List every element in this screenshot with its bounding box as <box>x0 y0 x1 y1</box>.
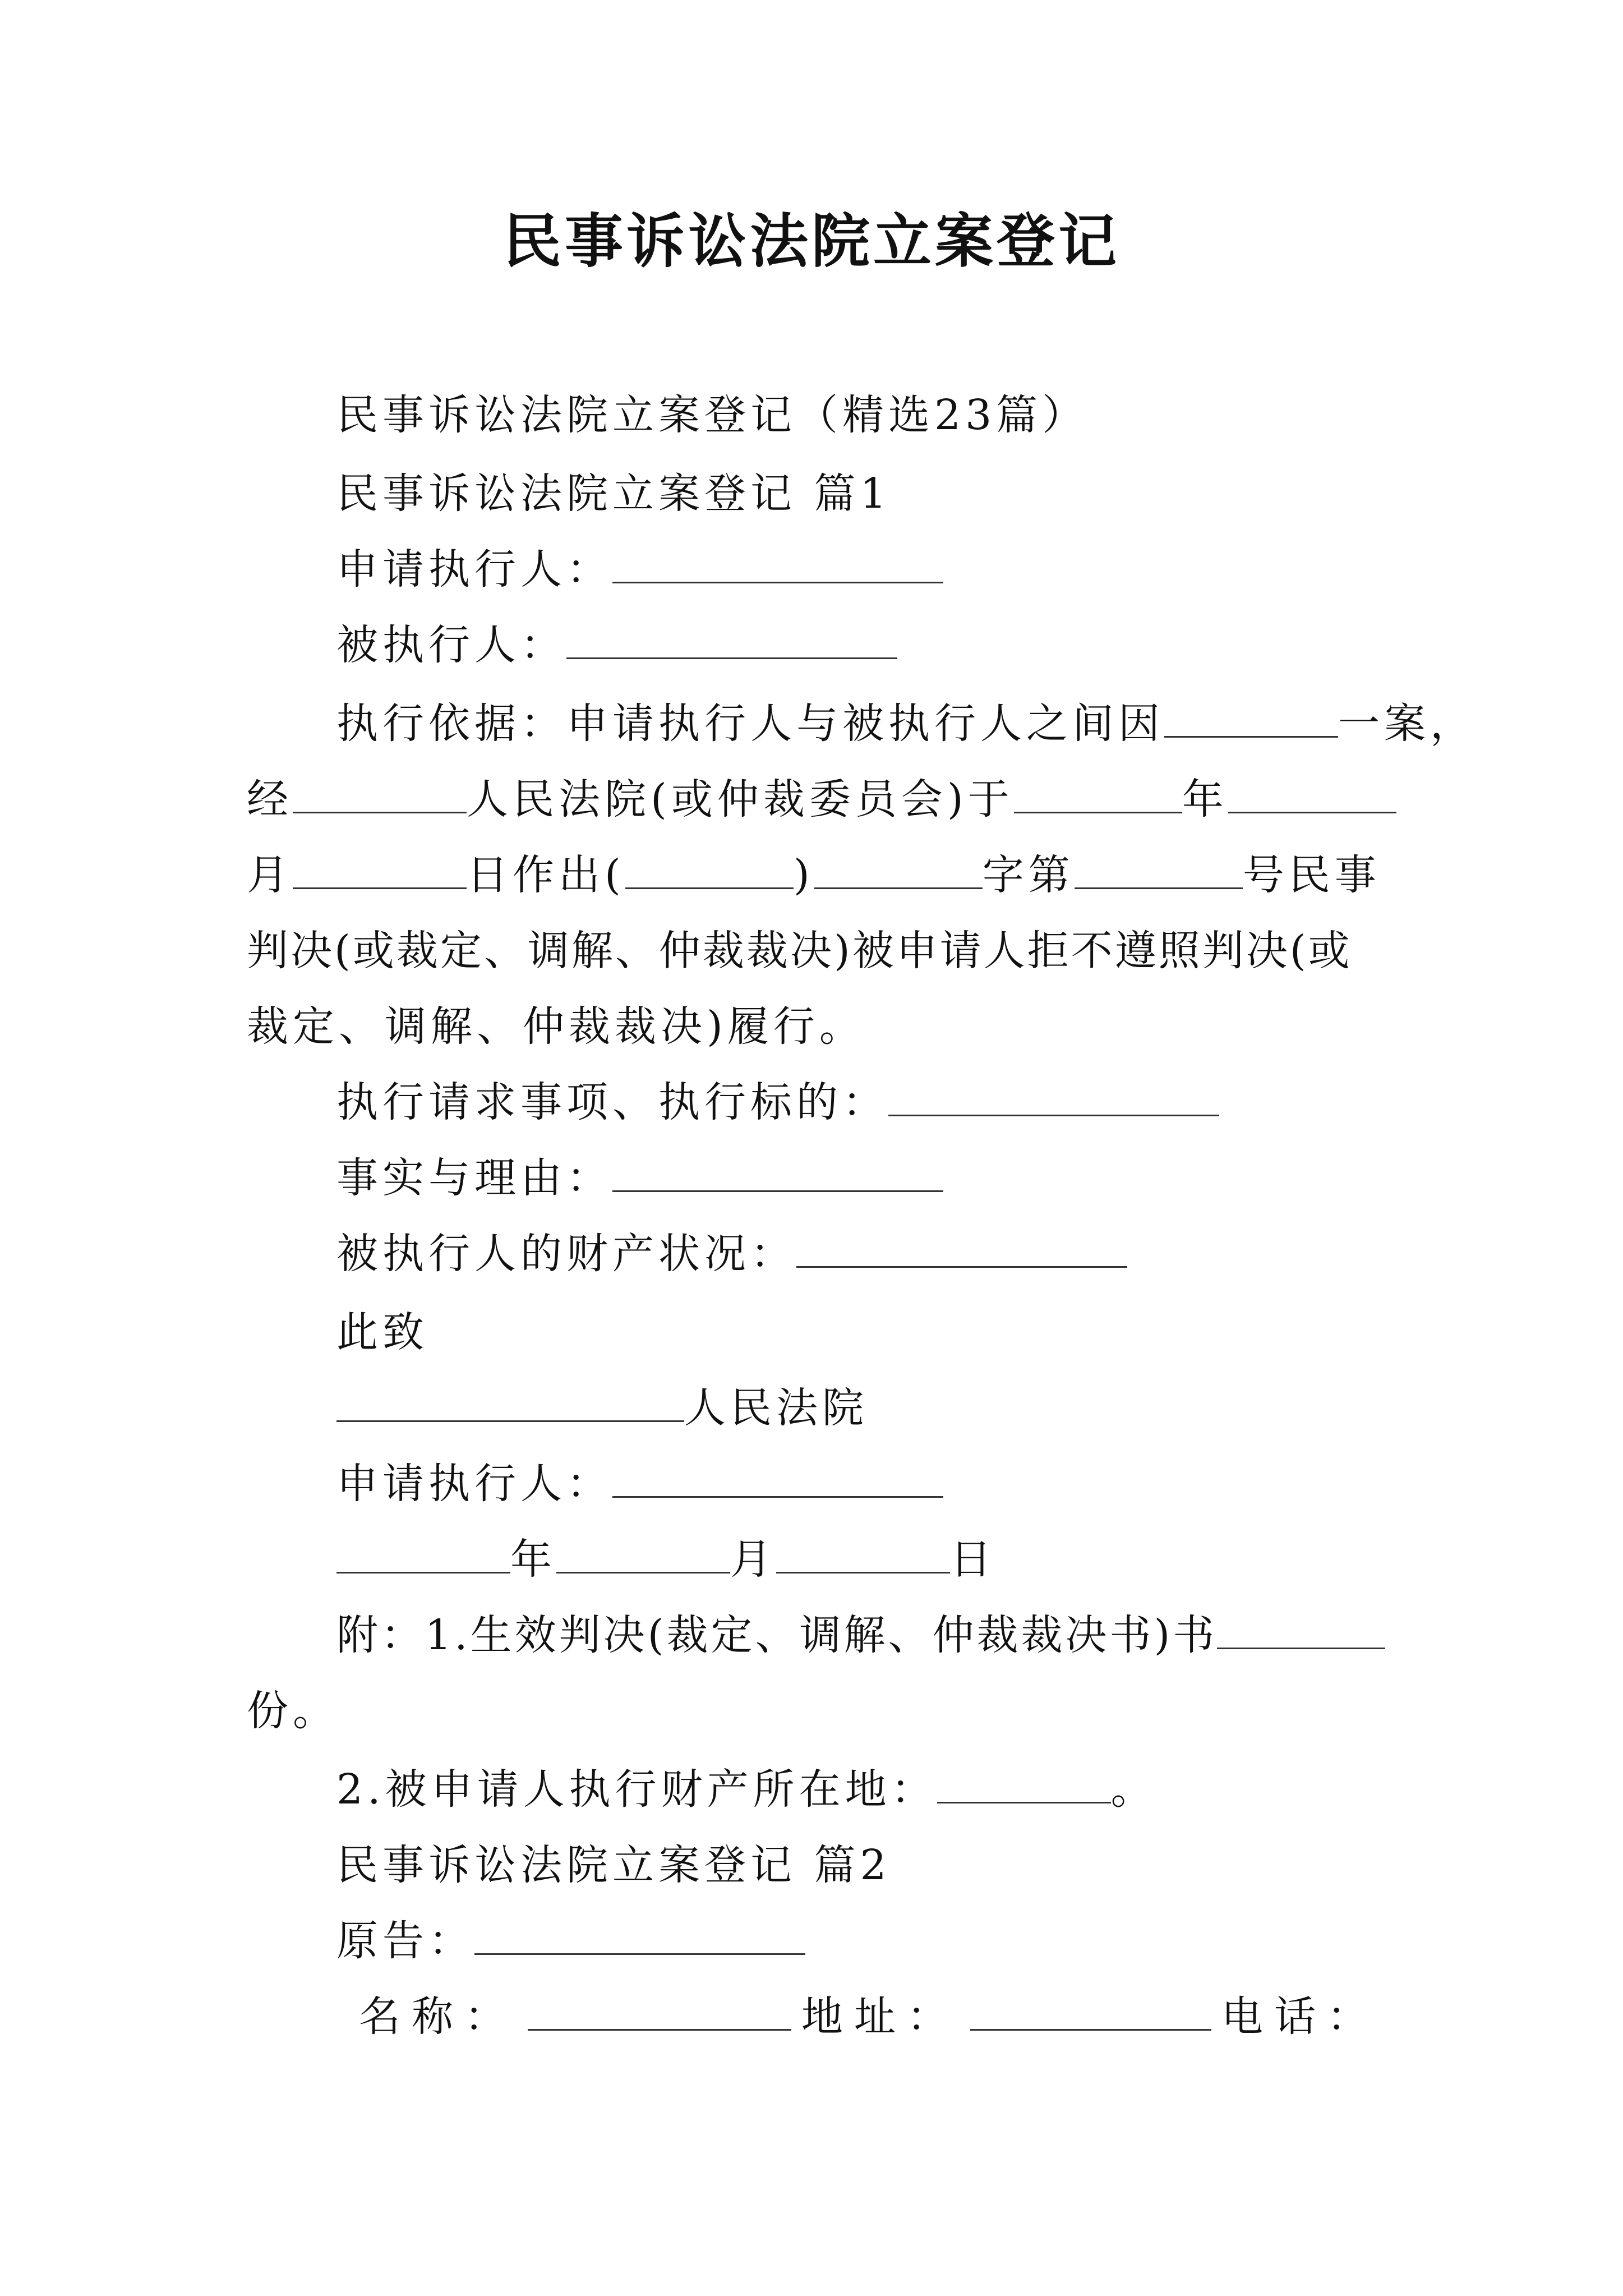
basis-blank-1 <box>1164 696 1338 738</box>
year-label: 年 <box>510 1535 556 1584</box>
day-label: 日 <box>950 1535 996 1584</box>
month-blank <box>556 1531 730 1573</box>
document-title: 民事诉讼法院立案登记 <box>502 206 1120 275</box>
month-label: 月 <box>730 1535 776 1584</box>
date-row <box>336 1531 996 1588</box>
section2-heading: 民事诉讼法院立案登记 篇2 <box>336 1841 891 1889</box>
property-blank <box>796 1226 1127 1268</box>
plaintiff-detail-row <box>359 1989 1380 2045</box>
attachment-2-blank <box>937 1761 1111 1803</box>
salutation: 此致 <box>336 1308 428 1356</box>
basis-blank-3a <box>293 847 467 889</box>
respondent-row <box>336 617 897 673</box>
name-label: 名称： <box>359 1993 517 2041</box>
basis-text-2a: 经 <box>247 775 293 823</box>
court-suffix: 人民法院 <box>684 1384 868 1432</box>
request-row <box>336 1074 1219 1130</box>
plaintiff-blank <box>474 1913 805 1955</box>
attachment-1-blank <box>1217 1607 1385 1649</box>
court-row <box>336 1380 868 1436</box>
basis-blank-2b <box>1014 771 1182 813</box>
basis-blank-3d <box>1075 847 1243 889</box>
property-row <box>336 1226 1127 1282</box>
applicant-blank <box>612 541 943 583</box>
basis-blank-2a <box>293 771 467 813</box>
subtitle: 民事诉讼法院立案登记（精选23篇） <box>336 391 1089 439</box>
basis-line-5: 裁定、调解、仲裁裁决)履行。 <box>247 1002 865 1051</box>
address-blank <box>970 1989 1211 2031</box>
attachment-1-end: 份。 <box>247 1687 339 1735</box>
request-label: 执行请求事项、执行标的： <box>336 1078 888 1126</box>
basis-text-3c: ) <box>793 851 814 899</box>
attachment-1-row <box>336 1607 1385 1663</box>
basis-text-3a: 月 <box>247 851 293 899</box>
plaintiff-row <box>336 1913 805 1969</box>
section1-heading: 民事诉讼法院立案登记 篇1 <box>336 470 891 518</box>
property-label: 被执行人的财产状况： <box>336 1230 796 1278</box>
attachment-1-text: 附：1.生效判决(裁定、调解、仲裁裁决书)书 <box>336 1611 1218 1659</box>
attachment-2-text: 2.被申请人执行财产所在地： <box>336 1765 937 1814</box>
request-blank <box>888 1074 1219 1116</box>
court-blank <box>336 1380 684 1422</box>
day-blank <box>776 1531 950 1573</box>
basis-line-4: 判决(或裁定、调解、仲裁裁决)被申请人拒不遵照判决(或 <box>247 927 1352 975</box>
basis-line-3 <box>247 847 1381 903</box>
basis-text-2c: 年 <box>1182 775 1228 823</box>
facts-row <box>336 1150 943 1206</box>
basis-text-3d: 字第 <box>982 851 1075 899</box>
applicant-sign-blank <box>612 1456 943 1498</box>
phone-label: 电话： <box>1221 1993 1380 2041</box>
applicant-sign-label: 申请执行人： <box>336 1460 612 1508</box>
attachment-2-end: 。 <box>1110 1765 1157 1814</box>
attachment-2-row <box>336 1761 1157 1818</box>
basis-blank-2c <box>1228 771 1396 813</box>
basis-blank-3b <box>625 847 794 889</box>
name-blank <box>528 1989 791 2031</box>
basis-text-2b: 人民法院(或仲裁委员会)于 <box>467 775 1014 823</box>
basis-text-1b: 一案， <box>1338 700 1476 748</box>
facts-blank <box>612 1150 943 1192</box>
basis-text-3e: 号民事 <box>1242 851 1381 899</box>
applicant-sign-row <box>336 1456 943 1512</box>
basis-line-1 <box>336 696 1476 752</box>
respondent-label: 被执行人： <box>336 621 566 669</box>
basis-text-1: 执行依据：申请执行人与被执行人之间因 <box>336 700 1164 748</box>
applicant-row <box>336 541 943 597</box>
plaintiff-label: 原告： <box>336 1917 474 1965</box>
facts-label: 事实与理由： <box>336 1154 612 1202</box>
applicant-label: 申请执行人： <box>336 545 612 593</box>
basis-blank-3c <box>814 847 983 889</box>
basis-line-2 <box>247 771 1396 827</box>
basis-text-3b: 日作出( <box>467 851 625 899</box>
year-blank <box>336 1531 510 1573</box>
respondent-blank <box>566 617 897 659</box>
address-label: 地址： <box>801 1993 960 2041</box>
